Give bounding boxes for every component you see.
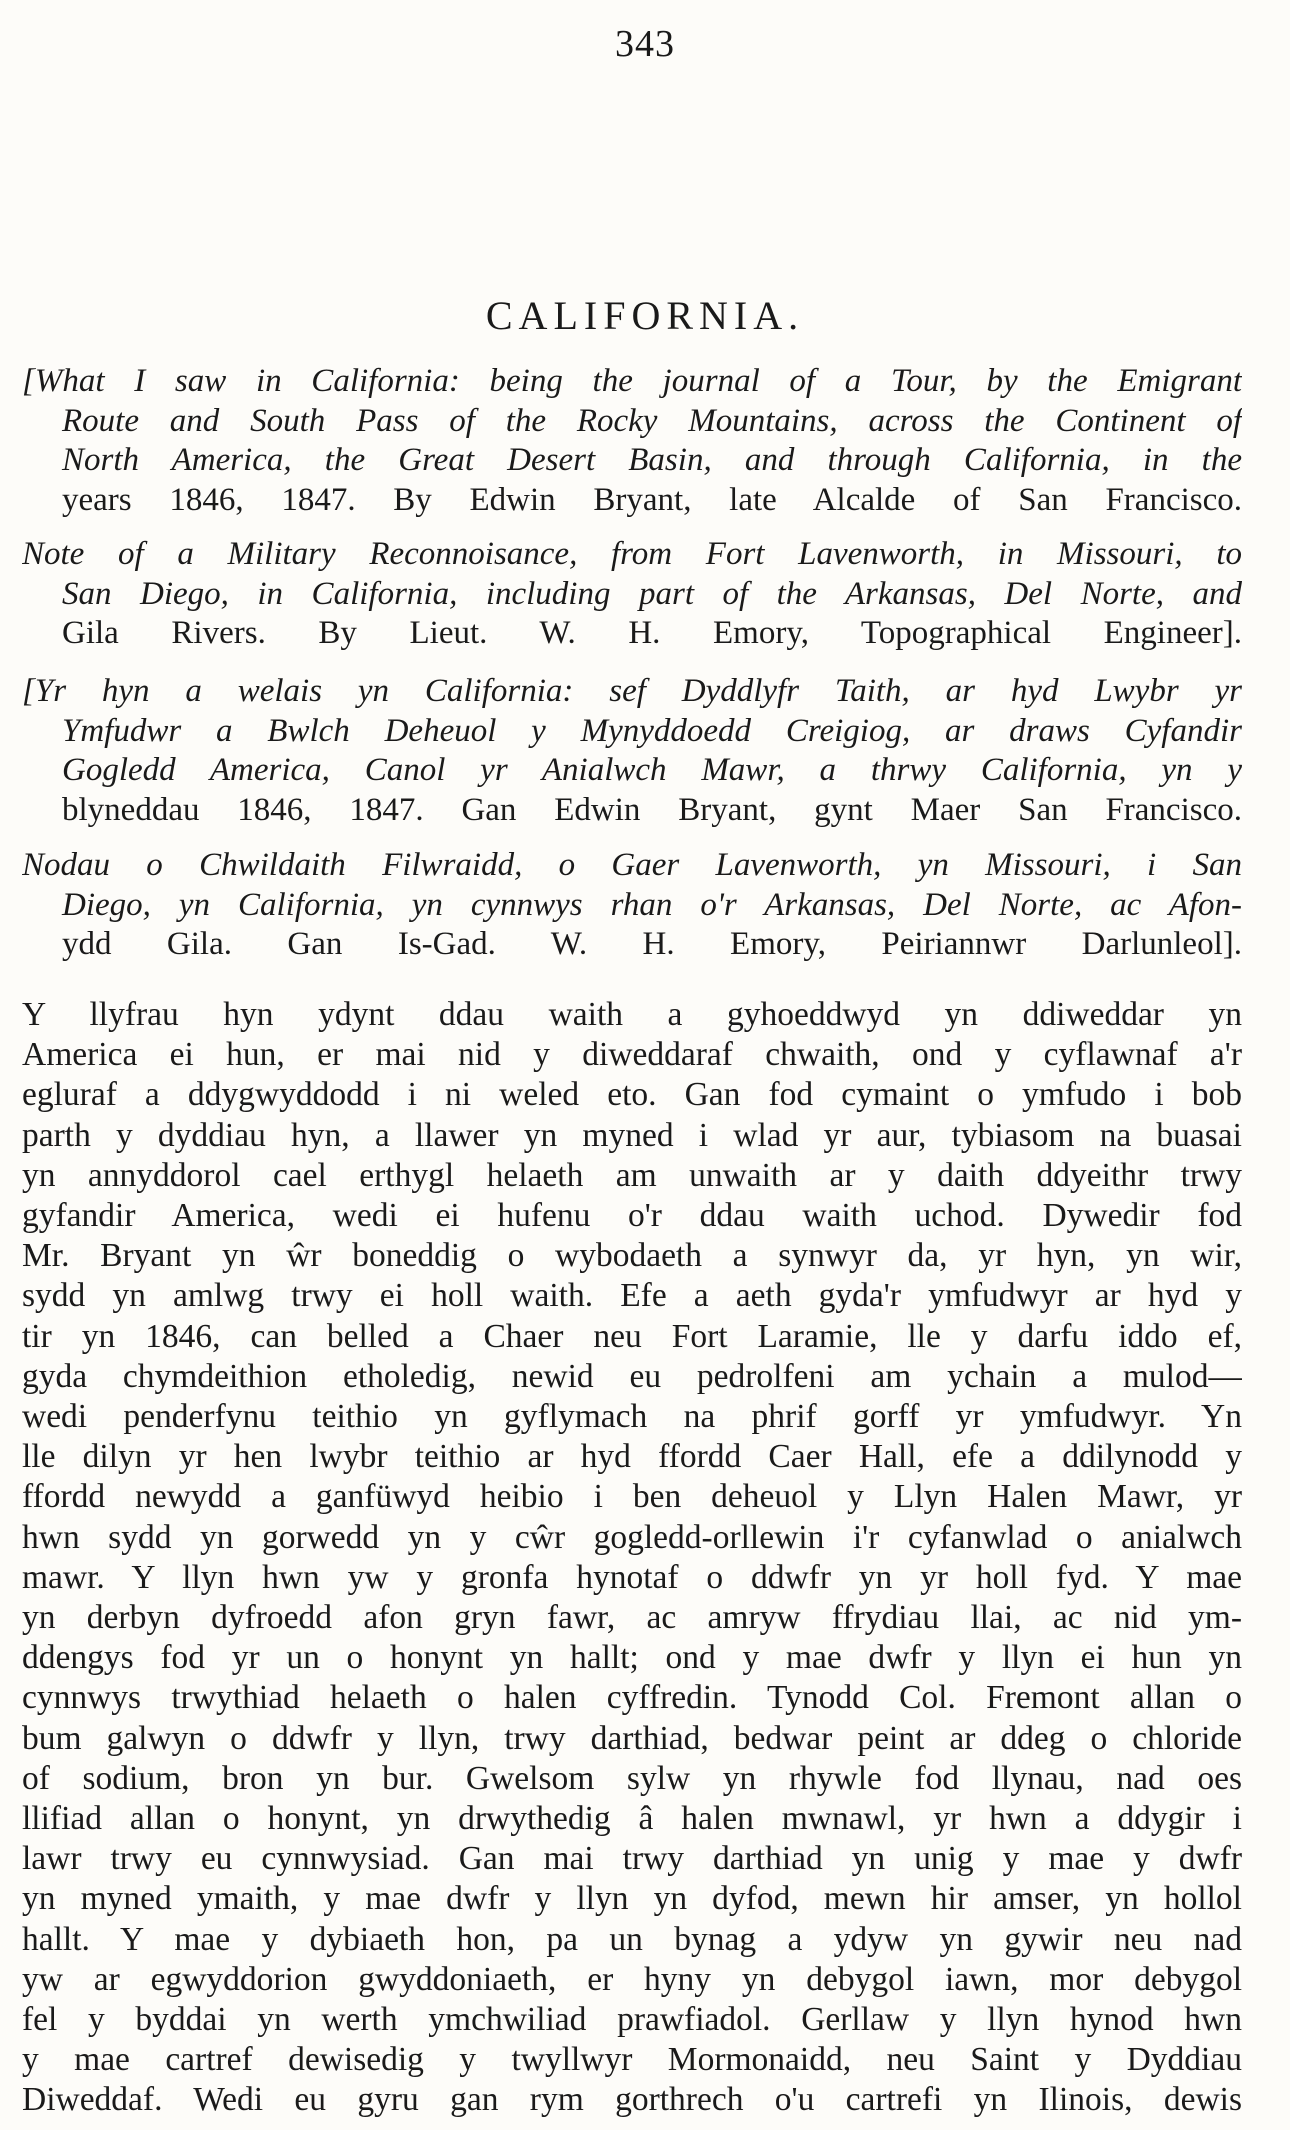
article-title: CALIFORNIA. — [485, 293, 805, 338]
citation-line: Gila Rivers. By Lieut. W. H. Emory, Topographical Engineer]. — [62, 615, 1242, 651]
body-line: yn annyddorol cael erthygl helaeth am unwaith ar y daith ddyeithr trwy — [22, 1156, 1242, 1194]
citation-line: Ymfudwr a Bwlch Deheuol y Mynyddoedd Creigiog, ar draws Cyfandir — [62, 712, 1242, 749]
body-line: y mae cartref dewisedig y twyllwyr Mormonaidd, neu Saint y Dyddiau — [22, 2041, 1242, 2079]
body-line: yw ar egwyddorion gwyddoniaeth, er hyny yn debygol iawn, mor debygol — [22, 1960, 1242, 1998]
body-line: parth y dyddiau hyn, a llawer yn myned i wlad yr aur, tybiasom na buasai — [22, 1116, 1242, 1154]
citation-line: Nodau o Chwildaith Filwraidd, o Gaer Lavenworth, yn Missouri, i San — [22, 847, 1242, 883]
body-line: fel y byddai yn werth ymchwiliad prawfiadol. Gerllaw y llyn hynod hwn — [22, 2001, 1242, 2039]
body-line: Mr. Bryant yn ŵr boneddig o wybodaeth a synwyr da, yr hyn, yn wir, — [22, 1237, 1242, 1275]
body-line: gyda chymdeithion etholedig, newid eu pedrolfeni am ychain a mulod— — [22, 1357, 1242, 1395]
body-line: lawr trwy eu cynnwysiad. Gan mai trwy darthiad yn unig y mae y dwfr — [22, 1840, 1242, 1878]
citation-english-bryant — [22, 362, 1242, 520]
body-line: tir yn 1846, can belled a Chaer neu Fort Laramie, lle y darfu iddo ef, — [22, 1317, 1242, 1355]
body-line: of sodium, bron yn bur. Gwelsom sylw yn rhywle fod llynau, nad oes — [22, 1759, 1242, 1797]
body-line: ffordd newydd a ganfüwyd heibio i ben deheuol y Llyn Halen Mawr, yr — [22, 1478, 1242, 1516]
body-line: lle dilyn yr hen lwybr teithio ar hyd ffordd Caer Hall, efe a ddilynodd y — [22, 1438, 1242, 1476]
body-line: ddengys fod yr un o honynt yn hallt; ond y mae dwfr y llyn ei hun yn — [22, 1639, 1242, 1677]
citation-welsh-bryant — [22, 672, 1242, 830]
citation-line: ydd Gila. Gan Is-Gad. W. H. Emory, Peiriannwr Darlunleol]. — [62, 926, 1242, 962]
citation-line: years 1846, 1847. By Edwin Bryant, late Alcalde of San Francisco. — [62, 481, 1242, 518]
citation-line: [Yr hyn a welais yn California: sef Dyddlyfr Taith, ar hyd Lwybr yr — [22, 673, 1242, 709]
citation-english-emory — [22, 535, 1242, 654]
body-line: gyfandir America, wedi ei hufenu o'r ddau waith uchod. Dywedir fod — [22, 1197, 1242, 1235]
citation-line: San Diego, in California, including part of the Arkansas, Del Norte, and — [62, 575, 1242, 612]
citation-welsh-emory — [22, 846, 1242, 965]
body-line: Y llyfrau hyn ydynt ddau waith a gyhoeddwyd yn ddiweddar yn — [22, 996, 1242, 1033]
body-line: hwn sydd yn gorwedd yn y cŵr gogledd-orllewin i'r cyfanwlad o anialwch — [22, 1518, 1242, 1556]
body-line: bum galwyn o ddwfr y llyn, trwy darthiad, bedwar peint ar ddeg o chloride — [22, 1719, 1242, 1757]
body-text — [22, 995, 1242, 2121]
body-line: Diweddaf. Wedi eu gyru gan rym gorthrech o'u cartrefi yn Ilinois, dewis — [22, 2081, 1242, 2119]
body-line: wedi penderfynu teithio yn gyflymach na phrif gorff yr ymfudwyr. Yn — [22, 1398, 1242, 1436]
body-line: America ei hun, er mai nid y diweddaraf chwaith, ond y cyflawnaf a'r — [22, 1036, 1242, 1074]
citation-line: Gogledd America, Canol yr Anialwch Mawr, a thrwy California, yn y — [62, 752, 1242, 788]
body-line: sydd yn amlwg trwy ei holl waith. Efe a aeth gyda'r ymfudwyr ar hyd y — [22, 1277, 1242, 1315]
body-line: mawr. Y llyn hwn yw y gronfa hynotaf o ddwfr yn yr holl fyd. Y mae — [22, 1558, 1242, 1596]
citation-line: blyneddau 1846, 1847. Gan Edwin Bryant, gynt Maer San Francisco. — [62, 791, 1242, 828]
body-line: llifiad allan o honynt, yn drwythedig â halen mwnawl, yr hwn a ddygir i — [22, 1800, 1242, 1838]
body-line: egluraf a ddygwyddodd i ni weled eto. Gan fod cymaint o ymfudo i bob — [22, 1076, 1242, 1114]
page-number: 343 — [615, 23, 675, 65]
citation-line: [What I saw in California: being the journal of a Tour, by the Emigrant — [22, 363, 1242, 399]
citation-line: Diego, yn California, yn cynnwys rhan o'r Arkansas, Del Norte, ac Afon- — [62, 886, 1242, 923]
citation-line: Note of a Military Reconnoisance, from Fort Lavenworth, in Missouri, to — [22, 536, 1242, 572]
body-line: yn derbyn dyfroedd afon gryn fawr, ac amryw ffrydiau llai, ac nid ym- — [22, 1599, 1242, 1637]
body-line: yn myned ymaith, y mae dwfr y llyn yn dyfod, mewn hir amser, yn hollol — [22, 1880, 1242, 1918]
citation-line: Route and South Pass of the Rocky Mountains, across the Continent of — [62, 402, 1242, 439]
body-line: cynnwys trwythiad helaeth o halen cyffredin. Tynodd Col. Fremont allan o — [22, 1679, 1242, 1717]
body-line: hallt. Y mae y dybiaeth hon, pa un bynag a ydyw yn gywir neu nad — [22, 1920, 1242, 1958]
citation-line: North America, the Great Desert Basin, and through California, in the — [62, 442, 1242, 478]
